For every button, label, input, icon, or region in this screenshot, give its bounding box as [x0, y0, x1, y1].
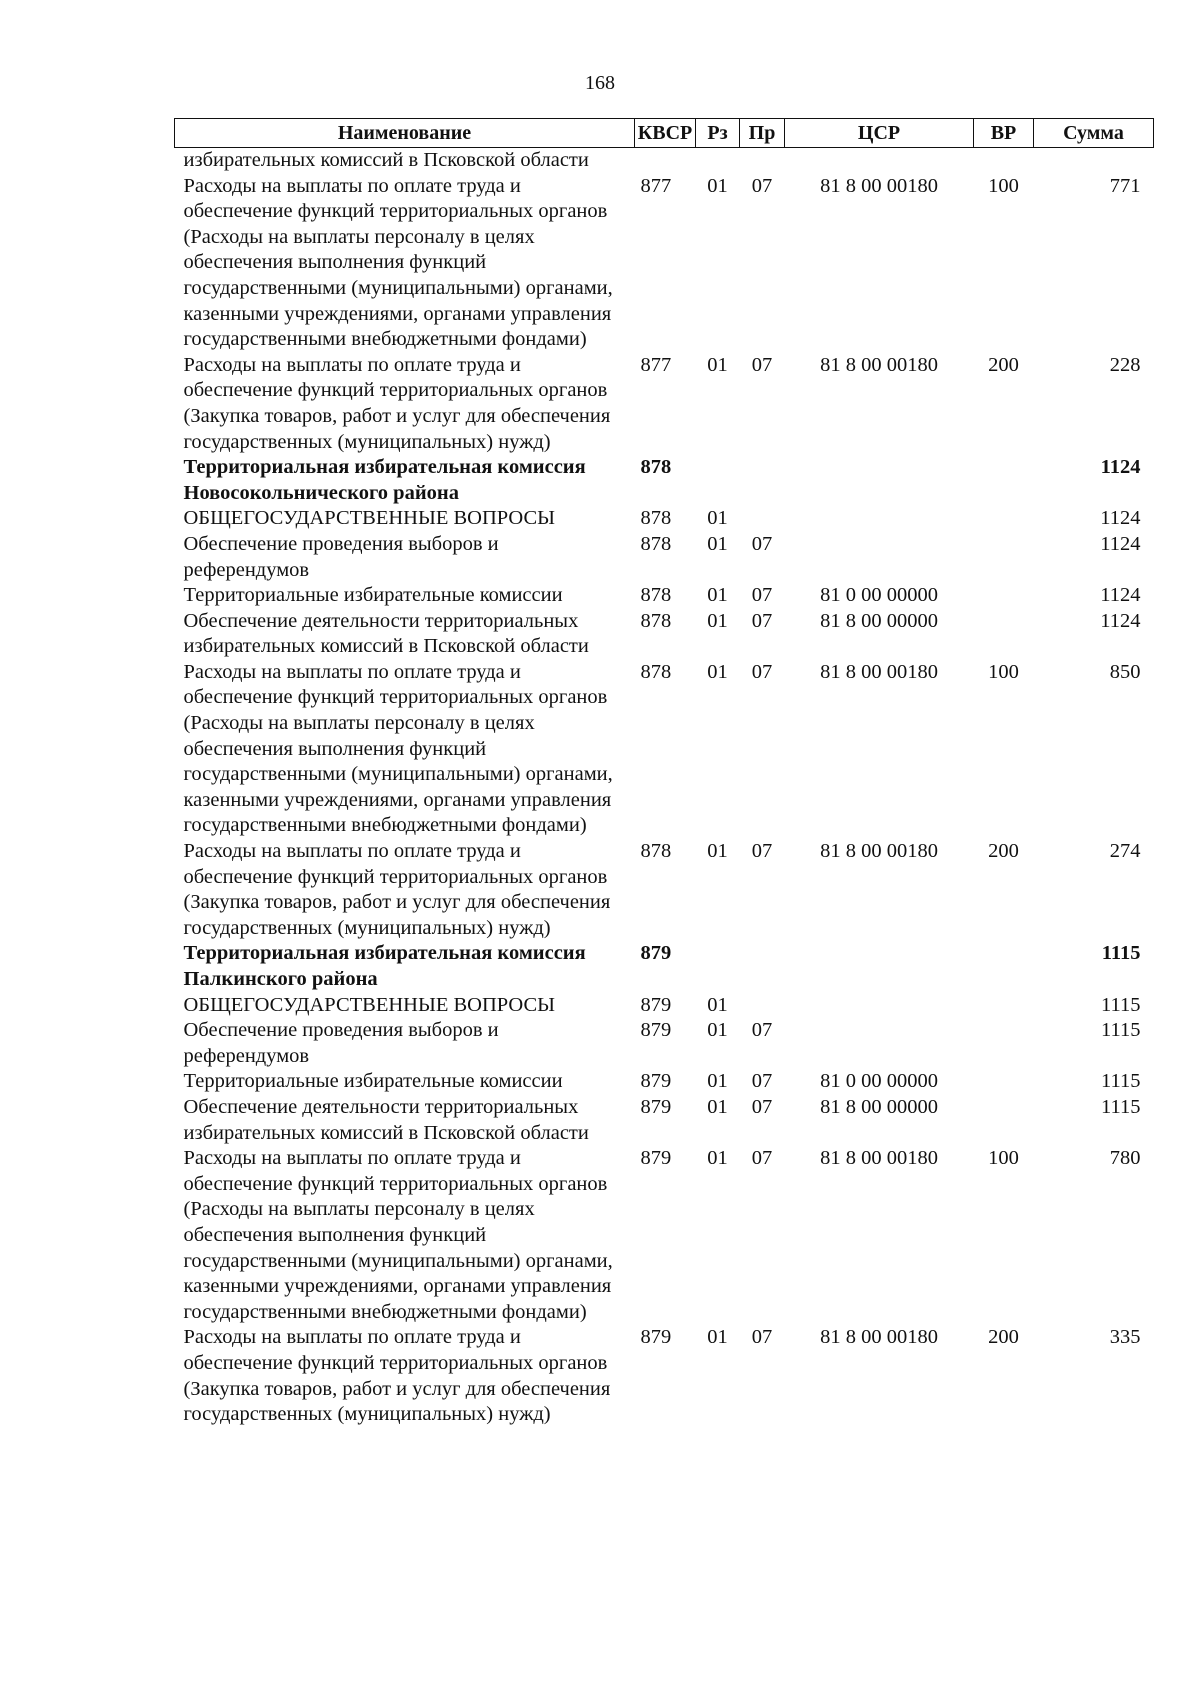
cell-pr: 07 [751, 1326, 773, 1349]
cell-rz: 01 [707, 1147, 728, 1170]
cell-name: Расходы на выплаты по оплате труда и обеспечение функций территориальных органов (Закупка товаров, работ и услуг для обеспечения государственных (муниципальных) нужд) [183, 840, 611, 939]
cell-pr: 07 [751, 660, 773, 683]
cell-csr [785, 506, 974, 532]
table-body [175, 148, 1154, 1428]
cell-pr [740, 148, 785, 174]
cell-name: Обеспечение проведения выборов и референдумов [183, 1019, 499, 1067]
cell-rz: 01 [707, 1326, 728, 1349]
cell-vr [974, 506, 1034, 532]
cell-vr: 100 [988, 1147, 1019, 1170]
cell-sum: 1124 [1100, 507, 1141, 530]
cell-kvsr: 879 [640, 1095, 672, 1118]
cell-kvsr: 879 [640, 1019, 672, 1042]
table-row [175, 839, 1154, 941]
cell-csr: 81 8 00 00180 [820, 174, 938, 197]
cell-kvsr: 879 [640, 1070, 672, 1093]
table-row [175, 1095, 1154, 1146]
cell-sum: 1115 [1101, 1070, 1141, 1093]
cell-name: Расходы на выплаты по оплате труда и обеспечение функций территориальных органов (Расходы на выплаты персоналу в целях обеспечения выполнения функций государственными (муниципальными) органами, казенными учреждениями, органами управления государственными внебюджетными фондами) [183, 1147, 613, 1323]
cell-pr: 07 [751, 1095, 773, 1118]
cell-sum: 1115 [1101, 993, 1141, 1016]
cell-pr: 07 [751, 1147, 773, 1170]
cell-name: Обеспечение деятельности территориальных избирательных комиссий в Псковской области [183, 1095, 589, 1144]
cell-kvsr: 878 [640, 840, 672, 863]
cell-rz [696, 455, 740, 506]
cell-kvsr [635, 148, 696, 174]
cell-csr: 81 0 00 00000 [820, 584, 938, 607]
cell-vr [974, 1069, 1034, 1095]
cell-name: избирательных комиссий в Псковской области [183, 149, 589, 171]
cell-kvsr: 877 [640, 353, 672, 376]
cell-pr: 07 [751, 174, 773, 197]
cell-csr [785, 148, 974, 174]
table-row [175, 148, 1154, 174]
cell-rz: 01 [707, 993, 728, 1016]
cell-sum: 1115 [1101, 1095, 1141, 1118]
cell-rz [696, 941, 740, 992]
cell-csr [785, 993, 974, 1019]
table-row [175, 455, 1154, 506]
table-row [175, 583, 1154, 609]
cell-csr: 81 8 00 00180 [820, 1326, 938, 1349]
cell-sum [1034, 148, 1154, 174]
cell-kvsr: 878 [640, 456, 672, 479]
cell-name: Обеспечение деятельности территориальных избирательных комиссий в Псковской области [183, 609, 589, 658]
cell-sum: 1124 [1100, 532, 1141, 555]
table-row [175, 1069, 1154, 1095]
cell-pr: 07 [751, 532, 773, 555]
table-row [175, 1018, 1154, 1069]
cell-name: ОБЩЕГОСУДАРСТВЕННЫЕ ВОПРОСЫ [183, 993, 556, 1016]
cell-csr: 81 8 00 00000 [820, 1095, 938, 1118]
cell-vr: 100 [988, 174, 1019, 197]
header-pr: Пр [740, 119, 785, 148]
cell-pr [740, 506, 785, 532]
cell-name: Территориальная избирательная комиссия Новосокольнического района [183, 456, 586, 504]
cell-name: Расходы на выплаты по оплате труда и обеспечение функций территориальных органов (Закупка товаров, работ и услуг для обеспечения государственных (муниципальных) нужд) [183, 1326, 611, 1426]
cell-vr [974, 1095, 1034, 1146]
cell-rz: 01 [707, 609, 728, 632]
cell-kvsr: 879 [640, 1326, 672, 1349]
cell-csr [785, 532, 974, 583]
cell-rz: 01 [707, 174, 728, 197]
table-row [175, 993, 1154, 1019]
cell-vr [974, 1018, 1034, 1069]
cell-pr: 07 [751, 1019, 773, 1042]
cell-name: Территориальные избирательные комиссии [183, 584, 563, 607]
cell-name: Территориальная избирательная комиссия Палкинского района [183, 942, 586, 990]
cell-pr [740, 941, 785, 992]
budget-table [174, 118, 1154, 1428]
table-row [175, 941, 1154, 992]
cell-rz: 01 [707, 840, 728, 863]
cell-pr: 07 [751, 353, 773, 376]
cell-rz: 01 [707, 353, 728, 376]
cell-kvsr: 878 [640, 507, 672, 530]
table-row [175, 353, 1154, 455]
cell-sum: 1124 [1100, 609, 1141, 632]
cell-rz: 01 [707, 507, 728, 530]
cell-csr [785, 455, 974, 506]
cell-kvsr: 879 [640, 942, 672, 965]
cell-csr: 81 8 00 00180 [820, 660, 938, 683]
cell-rz: 01 [707, 584, 728, 607]
cell-vr: 200 [988, 840, 1019, 863]
cell-pr: 07 [751, 1070, 773, 1093]
cell-name: ОБЩЕГОСУДАРСТВЕННЫЕ ВОПРОСЫ [183, 507, 556, 530]
cell-sum: 771 [1109, 174, 1141, 197]
cell-rz: 01 [707, 1070, 728, 1093]
cell-kvsr: 879 [640, 993, 672, 1016]
cell-vr [974, 993, 1034, 1019]
cell-kvsr: 878 [640, 584, 672, 607]
cell-sum: 1124 [1100, 456, 1141, 479]
cell-sum: 228 [1109, 353, 1141, 376]
cell-csr: 81 8 00 00000 [820, 609, 938, 632]
table-row [175, 532, 1154, 583]
cell-pr [740, 993, 785, 1019]
cell-csr: 81 8 00 00180 [820, 840, 938, 863]
cell-sum: 1124 [1100, 584, 1141, 607]
cell-vr: 200 [988, 353, 1019, 376]
cell-pr: 07 [751, 840, 773, 863]
cell-pr [740, 455, 785, 506]
cell-kvsr: 877 [640, 174, 672, 197]
header-sum: Сумма [1034, 119, 1154, 148]
cell-sum: 274 [1109, 840, 1141, 863]
cell-csr [785, 941, 974, 992]
cell-rz [696, 148, 740, 174]
cell-vr: 100 [988, 660, 1019, 683]
cell-vr [974, 532, 1034, 583]
cell-csr: 81 0 00 00000 [820, 1070, 938, 1093]
cell-vr [974, 609, 1034, 660]
cell-vr [974, 941, 1034, 992]
cell-rz: 01 [707, 1019, 728, 1042]
header-kvsr: КВСР [635, 119, 696, 148]
cell-kvsr: 878 [640, 532, 672, 555]
table-row [175, 174, 1154, 353]
table-row [175, 609, 1154, 660]
cell-name: Территориальные избирательные комиссии [183, 1070, 563, 1093]
cell-sum: 850 [1109, 660, 1141, 683]
cell-name: Расходы на выплаты по оплате труда и обеспечение функций территориальных органов (Расходы на выплаты персоналу в целях обеспечения выполнения функций государственными (муниципальными) органами, казенными учреждениями, органами управления государственными внебюджетными фондами) [183, 660, 613, 837]
cell-sum: 1115 [1101, 1019, 1141, 1042]
cell-csr: 81 8 00 00180 [820, 1147, 938, 1170]
cell-sum: 335 [1109, 1326, 1141, 1349]
table-row [175, 1325, 1154, 1427]
cell-rz: 01 [707, 532, 728, 555]
cell-vr: 200 [988, 1326, 1019, 1349]
cell-sum: 1115 [1101, 942, 1141, 965]
table-row [175, 1146, 1154, 1325]
cell-rz: 01 [707, 660, 728, 683]
header-csr: ЦСР [785, 119, 974, 148]
table-header [175, 119, 1154, 148]
cell-kvsr: 878 [640, 660, 672, 683]
cell-kvsr: 879 [640, 1147, 672, 1170]
header-rz: Рз [696, 119, 740, 148]
cell-csr: 81 8 00 00180 [820, 353, 938, 376]
header-vr: ВР [974, 119, 1034, 148]
cell-vr [974, 583, 1034, 609]
cell-name: Расходы на выплаты по оплате труда и обеспечение функций территориальных органов (Расходы на выплаты персоналу в целях обеспечения выполнения функций государственными (муниципальными) органами, казенными учреждениями, органами управления государственными внебюджетными фондами) [183, 174, 613, 351]
cell-pr: 07 [751, 584, 773, 607]
cell-rz: 01 [707, 1095, 728, 1118]
cell-vr [974, 148, 1034, 174]
table-row [175, 660, 1154, 839]
cell-pr: 07 [751, 609, 773, 632]
cell-csr [785, 1018, 974, 1069]
cell-sum: 780 [1109, 1147, 1141, 1170]
header-name: Наименование [175, 119, 635, 148]
cell-name: Расходы на выплаты по оплате труда и обеспечение функций территориальных органов (Закупка товаров, работ и услуг для обеспечения государственных (муниципальных) нужд) [183, 353, 611, 453]
cell-name: Обеспечение проведения выборов и референдумов [183, 532, 499, 581]
page-number: 168 [585, 72, 615, 94]
table-row [175, 506, 1154, 532]
cell-kvsr: 878 [640, 609, 672, 632]
cell-vr [974, 455, 1034, 506]
